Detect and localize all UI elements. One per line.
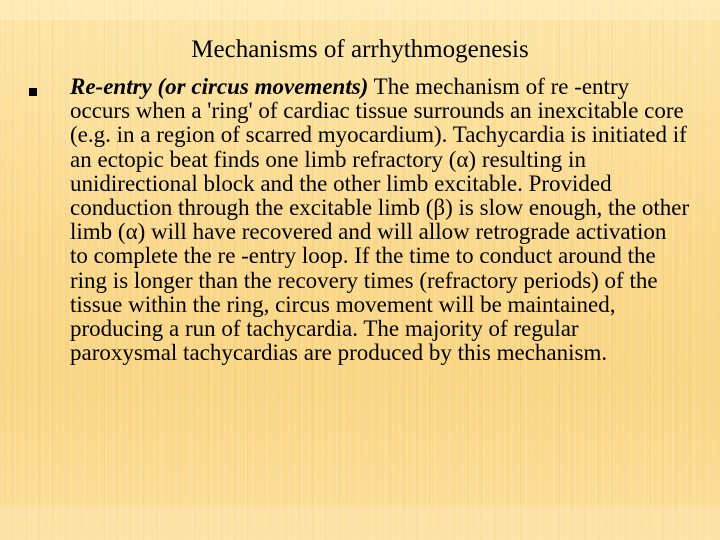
slide-title: Mechanisms of arrhythmogenesis [191,36,529,63]
top-band [0,0,720,20]
bottom-band [0,505,720,540]
bullet-paragraph [70,75,690,365]
bullet-lead-term: Re-entry (or circus movements) [70,74,369,99]
bullet-square-icon [29,88,37,96]
bullet-body-text: The mechanism of re -entry occurs when a 'ring' of cardiac tissue surrounds an inexcitable core (e.g. in a region of scarred myocardium). Tachycardia is initiated if an ectopic beat finds one limb refractory (α) resulting in unidirectional block and the other limb excitable. Provided conduction through the excitable limb (β) is slow enough, the other limb (α) will have recovered and will allow retrograde activation to complete the re -entry loop. If the time to conduct around the ring is longer than the recovery times (refractory periods) of the tissue within the ring, circus movement will be maintained, producing a run of tachycardia. The majority of regular paroxysmal tachycardias are produced by this mechanism. [70,74,690,366]
